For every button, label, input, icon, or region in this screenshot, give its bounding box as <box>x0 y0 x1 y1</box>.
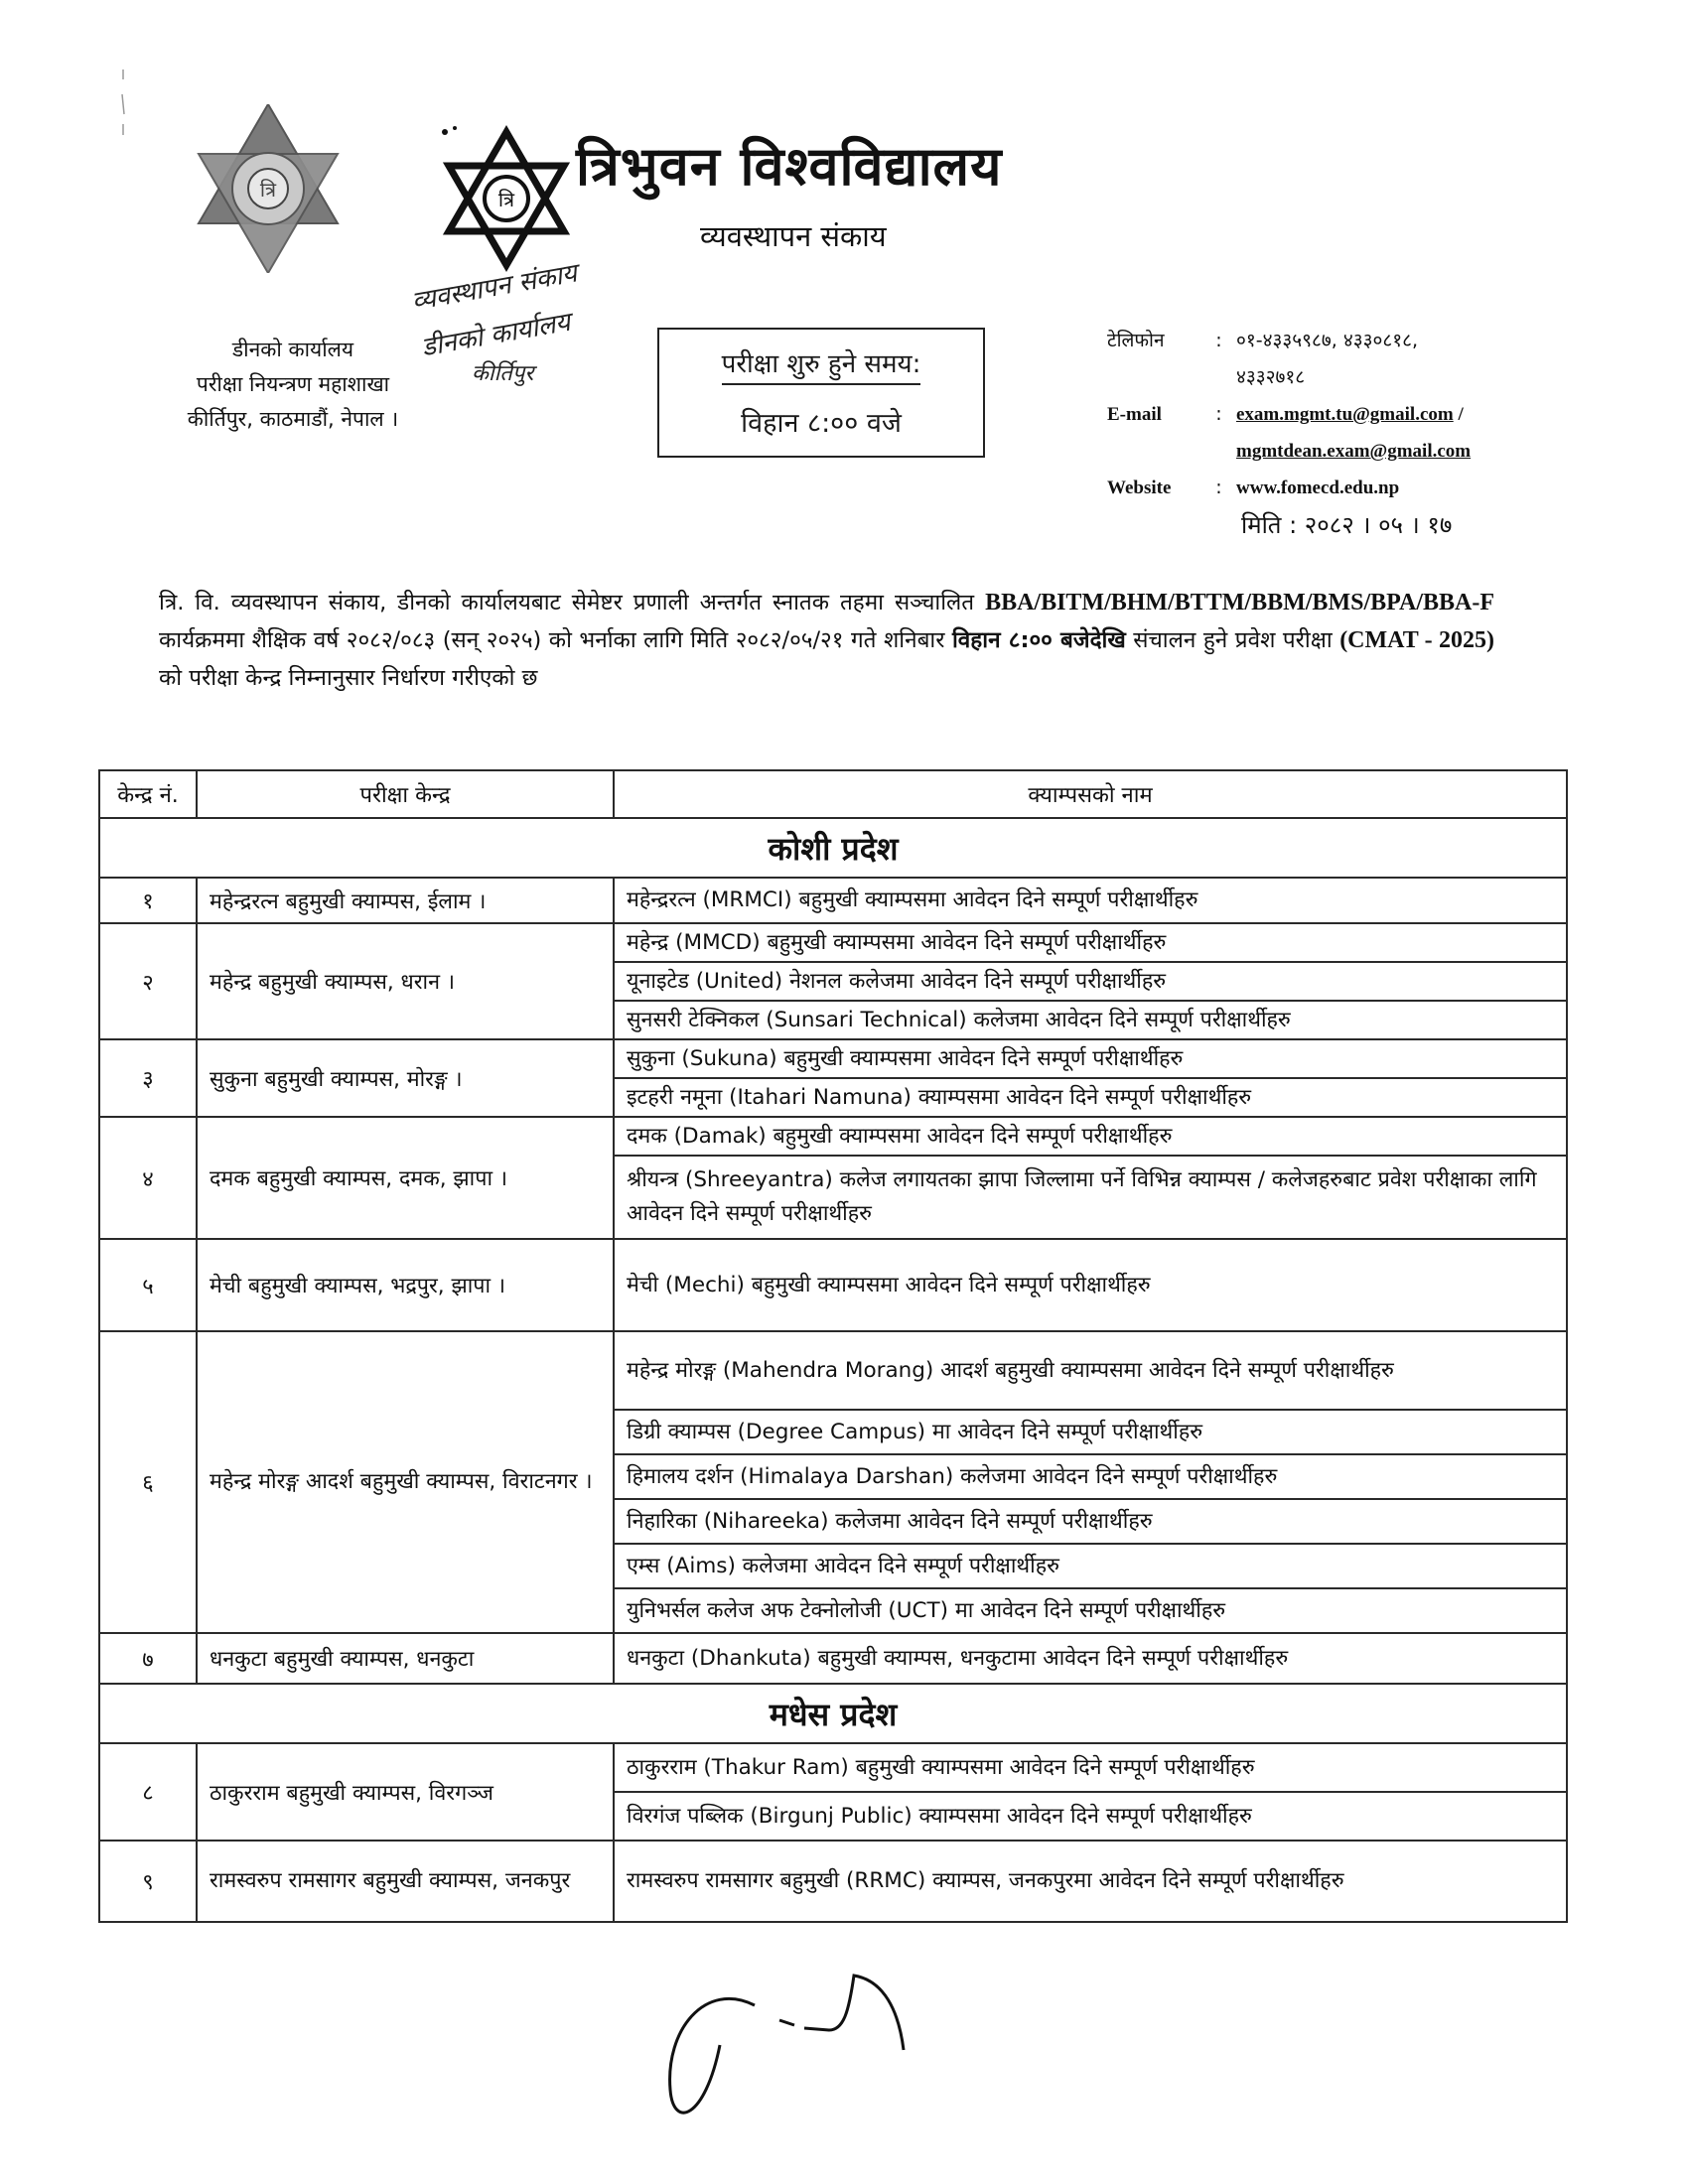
province-name: मधेस प्रदेश <box>99 1684 1567 1743</box>
email-link-1[interactable]: exam.mgmt.tu@gmail.com <box>1236 404 1454 425</box>
center-name: मेची बहुमुखी क्याम्पस, भद्रपुर, झापा । <box>197 1239 614 1331</box>
table-header-row <box>99 770 1567 818</box>
center-number: ८ <box>99 1743 197 1841</box>
header-campus-name: क्याम्पसको नाम <box>614 770 1567 818</box>
province-name: कोशी प्रदेश <box>99 818 1567 878</box>
notice-paragraph <box>159 584 1494 697</box>
header-center-number: केन्द्र नं. <box>99 770 197 818</box>
tu-star-logo-icon <box>437 124 576 273</box>
contact-info <box>1107 323 1471 506</box>
center-number: १ <box>99 878 197 923</box>
center-number: ४ <box>99 1117 197 1239</box>
table-row <box>99 1117 1567 1156</box>
exam-centers-table <box>98 769 1568 1923</box>
telephone-line-2: ४३३२७१८ <box>1236 366 1306 388</box>
office-line-division: परीक्षा नियन्त्रण महाशाखा <box>196 372 390 396</box>
campus-name: डिग्री क्याम्पस (Degree Campus) मा आवेदन दिने सम्पूर्ण परीक्षार्थीहरु <box>614 1410 1567 1454</box>
office-address <box>119 333 467 437</box>
email-separator: / <box>1458 404 1464 425</box>
exam-name: (CMAT - 2025) <box>1339 627 1494 653</box>
stamp-line-1: व्यवस्थापन संकाय <box>409 258 580 318</box>
email-label: E-mail <box>1107 404 1162 425</box>
center-name: ठाकुरराम बहुमुखी क्याम्पस, विरगञ्ज <box>197 1743 614 1841</box>
telephone-label: टेलिफोन <box>1107 330 1165 351</box>
website-link[interactable]: www.fomecd.edu.np <box>1236 478 1400 498</box>
center-number: ७ <box>99 1633 197 1684</box>
tu-emblem-logo-icon <box>194 104 343 273</box>
website-row <box>1107 470 1471 506</box>
email-value <box>1236 396 1471 470</box>
province-row-koshi <box>99 818 1567 878</box>
center-name: दमक बहुमुखी क्याम्पस, दमक, झापा । <box>197 1117 614 1239</box>
table-row <box>99 878 1567 923</box>
telephone-value <box>1236 323 1418 396</box>
email-row <box>1107 396 1471 470</box>
campus-name: दमक (Damak) बहुमुखी क्याम्पसमा आवेदन दिने सम्पूर्ण परीक्षार्थीहरु <box>614 1117 1567 1156</box>
svg-text:त्रि: त्रि <box>497 188 515 211</box>
campus-name: सुकुना (Sukuna) बहुमुखी क्याम्पसमा आवेदन दिने सम्पूर्ण परीक्षार्थीहरु <box>614 1039 1567 1078</box>
colon: : <box>1215 403 1222 425</box>
exam-time-bold: विहान ८:०० बजेदेखि <box>951 627 1126 653</box>
center-name: रामस्वरुप रामसागर बहुमुखी क्याम्पस, जनकपुर <box>197 1841 614 1922</box>
center-name: सुकुना बहुमुखी क्याम्पस, मोरङ्ग । <box>197 1039 614 1117</box>
notice-text: त्रि. वि. व्यवस्थापन संकाय, डीनको कार्यालयबाट सेमेष्टर प्रणाली अन्तर्गत स्नातक तहमा सञ्चालित <box>159 590 986 615</box>
campus-name: ठाकुरराम (Thakur Ram) बहुमुखी क्याम्पसमा आवेदन दिने सम्पूर्ण परीक्षार्थीहरु <box>614 1743 1567 1792</box>
center-number: ६ <box>99 1331 197 1633</box>
campus-name: निहारिका (Nihareeka) कलेजमा आवेदन दिने सम्पूर्ण परीक्षार्थीहरु <box>614 1499 1567 1544</box>
campus-name: विरगंज पब्लिक (Birgunj Public) क्याम्पसमा आवेदन दिने सम्पूर्ण परीक्षार्थीहरु <box>614 1792 1567 1841</box>
table-row <box>99 923 1567 962</box>
campus-name: महेन्द्ररत्न (MRMCI) बहुमुखी क्याम्पसमा आवेदन दिने सम्पूर्ण परीक्षार्थीहरु <box>614 878 1567 923</box>
table-row <box>99 1331 1567 1410</box>
campus-name: हिमालय दर्शन (Himalaya Darshan) कलेजमा आवेदन दिने सम्पूर्ण परीक्षार्थीहरु <box>614 1454 1567 1499</box>
campus-name: महेन्द्र मोरङ्ग (Mahendra Morang) आदर्श बहुमुखी क्याम्पसमा आवेदन दिने सम्पूर्ण परीक्षार्थीहरु <box>614 1331 1567 1410</box>
exam-time-title: परीक्षा शुरु हुने समय: <box>722 347 921 385</box>
notice-text: संचालन हुने प्रवेश परीक्षा <box>1125 627 1340 653</box>
center-name: धनकुटा बहुमुखी क्याम्पस, धनकुटा <box>197 1633 614 1684</box>
colon: : <box>1215 330 1222 351</box>
scan-mark <box>119 69 127 139</box>
faculty-name: व्यवस्थापन संकाय <box>700 219 887 253</box>
campus-name: युनिभर्सल कलेज अफ टेक्नोलोजी (UCT) मा आवेदन दिने सम्पूर्ण परीक्षार्थीहरु <box>614 1588 1567 1633</box>
stamp-line-3: कीर्तिपुर <box>472 361 534 386</box>
campus-name: सुनसरी टेक्निकल (Sunsari Technical) कलेजमा आवेदन दिने सम्पूर्ण परीक्षार्थीहरु <box>614 1001 1567 1039</box>
table-row <box>99 1633 1567 1684</box>
exam-time-box <box>657 328 985 458</box>
table-row <box>99 1039 1567 1078</box>
province-row-madhesh <box>99 1684 1567 1743</box>
header-exam-center: परीक्षा केन्द्र <box>197 770 614 818</box>
center-name: महेन्द्र मोरङ्ग आदर्श बहुमुखी क्याम्पस, विराटनगर । <box>197 1331 614 1633</box>
programs-list: BBA/BITM/BHM/BTTM/BBM/BMS/BPA/BBA-F <box>985 590 1494 615</box>
center-name: महेन्द्ररत्न बहुमुखी क्याम्पस, ईलाम । <box>197 878 614 923</box>
office-line-location: कीर्तिपुर, काठमाडौं, नेपाल । <box>187 407 399 431</box>
campus-name: रामस्वरुप रामसागर बहुमुखी (RRMC) क्याम्पस, जनकपुरमा आवेदन दिने सम्पूर्ण परीक्षार्थीहरु <box>614 1841 1567 1922</box>
telephone-row <box>1107 323 1471 396</box>
campus-name: मेची (Mechi) बहुमुखी क्याम्पसमा आवेदन दिने सम्पूर्ण परीक्षार्थीहरु <box>614 1239 1567 1331</box>
campus-name: धनकुटा (Dhankuta) बहुमुखी क्याम्पस, धनकुटामा आवेदन दिने सम्पूर्ण परीक्षार्थीहरु <box>614 1633 1567 1684</box>
stamp-line-2: डीनको कार्यालय <box>419 307 573 363</box>
table-row <box>99 1743 1567 1792</box>
email-link-2[interactable]: mgmtdean.exam@gmail.com <box>1236 441 1472 462</box>
notice-text: कार्यक्रममा शैक्षिक वर्ष २०८२/०८३ (सन् २०२५) को भर्नाका लागि मिति २०८२/०५/२१ गते शनिबार <box>159 627 952 653</box>
colon: : <box>1215 477 1222 498</box>
center-number: २ <box>99 923 197 1039</box>
telephone-line-1: ०१-४३३५९८७, ४३३०८१८, <box>1236 330 1419 351</box>
campus-name: महेन्द्र (MMCD) बहुमुखी क्याम्पसमा आवेदन दिने सम्पूर्ण परीक्षार्थीहरु <box>614 923 1567 962</box>
center-number: ५ <box>99 1239 197 1331</box>
campus-name: यूनाइटेड (United) नेशनल कलेजमा आवेदन दिने सम्पूर्ण परीक्षार्थीहरु <box>614 962 1567 1001</box>
campus-name: एम्स (Aims) कलेजमा आवेदन दिने सम्पूर्ण परीक्षार्थीहरु <box>614 1544 1567 1588</box>
exam-time-value: विहान ८:०० वजे <box>741 408 902 439</box>
campus-name: इटहरी नमूना (Itahari Namuna) क्याम्पसमा आवेदन दिने सम्पूर्ण परीक्षार्थीहरु <box>614 1078 1567 1117</box>
notice-text: को परीक्षा केन्द्र निम्नानुसार निर्धारण गरीएको छ <box>159 665 538 691</box>
table-row <box>99 1239 1567 1331</box>
center-number: ९ <box>99 1841 197 1922</box>
svg-text:त्रि: त्रि <box>259 178 277 202</box>
notice-date: मिति : २०८२ । ०५ । १७ <box>1241 511 1453 539</box>
university-name: त्रिभुवन विश्वविद्यालय <box>576 135 1003 198</box>
signature-icon <box>645 1971 983 2159</box>
center-name: महेन्द्र बहुमुखी क्याम्पस, धरान । <box>197 923 614 1039</box>
office-line-dean: डीनको कार्यालय <box>231 338 354 361</box>
center-number: ३ <box>99 1039 197 1117</box>
website-label: Website <box>1107 478 1172 498</box>
campus-name: श्रीयन्त्र (Shreeyantra) कलेज लगायतका झापा जिल्लामा पर्ने विभिन्न क्याम्पस / कलेजहरुबाट प्रवेश परीक्षाका लागि आवेदन दिने सम्पूर्ण परीक्षार्थीहरु <box>614 1156 1567 1239</box>
table-row <box>99 1841 1567 1922</box>
